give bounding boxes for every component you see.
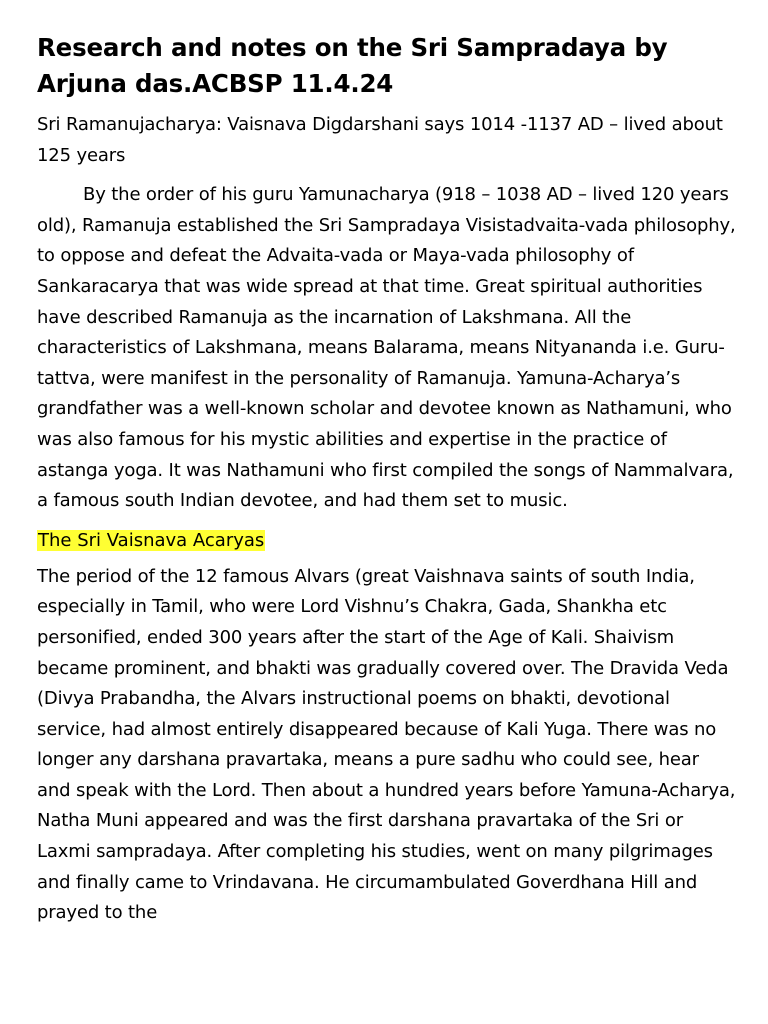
section-heading-line (37, 526, 737, 556)
body-paragraph-2: The period of the 12 famous Alvars (great Vaishnava saints of south India, especially in Tamil, who were Lord Vishnu’s Chakra, Gada, Shankha etc personified, ended 300 years after the start of the Age of Kali. Shaivism became prominent, and bhakti was gradually covered over. The Dravida Veda (Divya Prabandha, the Alvars instructional poems on bhakti, devotional service, had almost entirely disappeared because of Kali Yuga. There was no longer any darshana pravartaka, means a pure sadhu who could see, hear and speak with the Lord. Then about a hundred years before Yamuna-Acharya, Natha Muni appeared and was the first darshana pravartaka of the Sri or Laxmi sampradaya. After completing his studies, went on many pilgrimages and finally came to Vrindavana. He circumambulated Goverdhana Hill and prayed to the (37, 565, 736, 924)
highlighted-section-heading: The Sri Vaisnava Acaryas (38, 529, 265, 551)
document-title: Research and notes on the Sri Sampradaya by Arjuna das.ACBSP 11.4.24 (37, 33, 668, 98)
document-page (37, 30, 737, 938)
intro-paragraph: Sri Ramanujacharya: Vaisnava Digdarshani says 1014 -1137 AD – lived about 125 years (37, 114, 723, 166)
body-paragraph-1: By the order of his guru Yamunacharya (918 – 1038 AD – lived 120 years old), Ramanuja established the Sri Sampradaya Visistadvaita-vada philosophy, to oppose and defeat the Advaita-vada or Maya-vada philosophy of Sankaracarya that was wide spread at that time. Great spiritual authorities have described Ramanuja as the incarnation of Lakshmana. All the characteristics of Lakshmana, means Balarama, means Nityananda i.e. Guru-tattva, were manifest in the personality of Ramanuja. Yamuna-Acharya’s grandfather was a well-known scholar and devotee known as Nathamuni, who was also famous for his mystic abilities and expertise in the practice of astanga yoga. It was Nathamuni who first compiled the songs of Nammalvara, a famous south Indian devotee, and had them set to music. (37, 184, 736, 512)
